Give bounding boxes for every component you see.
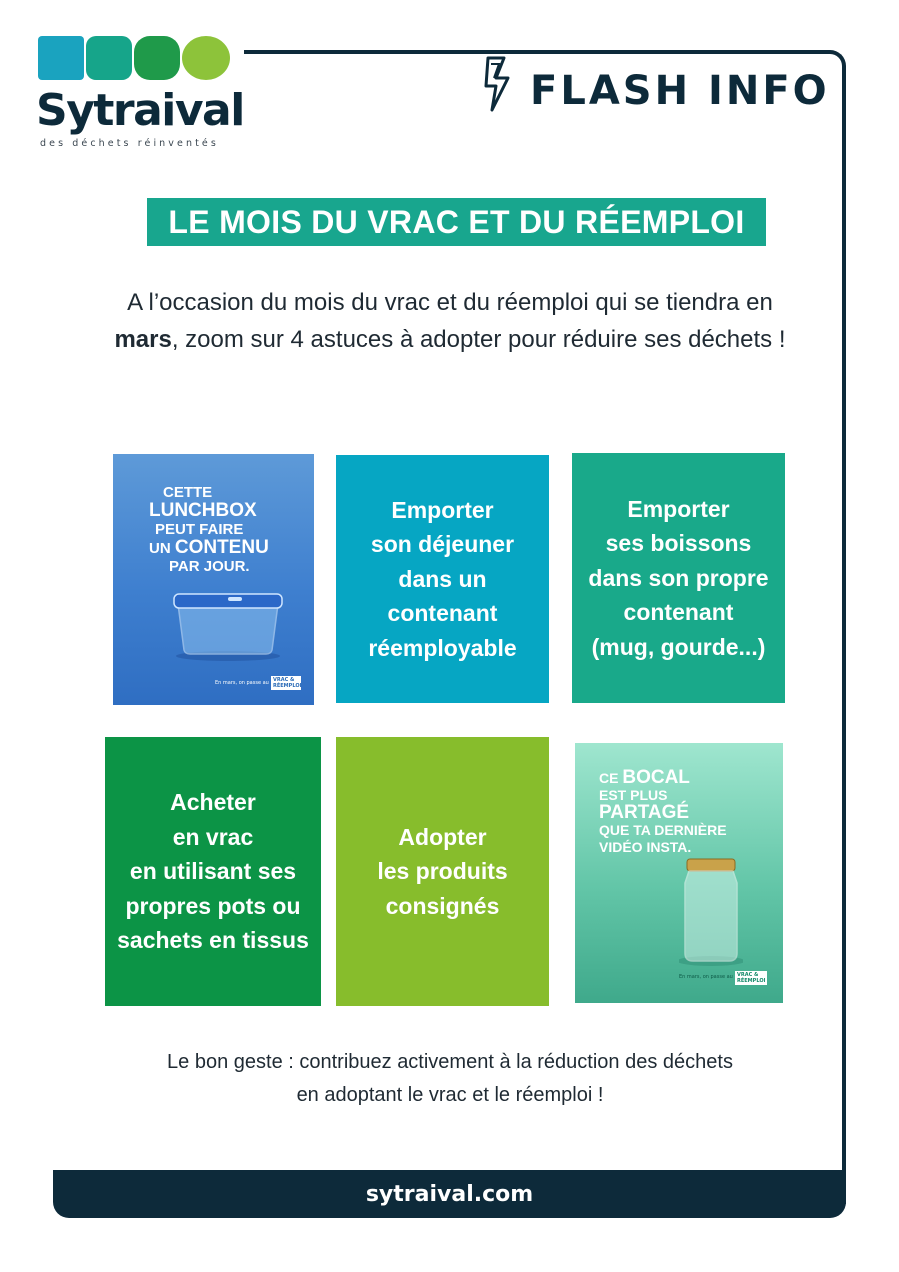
poster1-footnote: En mars, on passe au bbox=[215, 680, 269, 686]
poster1-line2: LUNCHBOX bbox=[149, 500, 257, 521]
footer-website-link[interactable]: sytraival.com bbox=[365, 1182, 534, 1207]
poster-bocal-text bbox=[599, 769, 769, 856]
footer-bar bbox=[53, 1170, 846, 1218]
tip-tile-lunch bbox=[336, 455, 549, 703]
poster1-line4: UN CONTENU bbox=[149, 537, 269, 558]
tip-tile-drinks-text: Emporter ses boissons dans son propre contenant (mug, gourde...) bbox=[588, 495, 769, 660]
tip-tile-deposit bbox=[336, 737, 549, 1006]
poster2-footnote: En mars, on passe au bbox=[679, 974, 733, 980]
flash-info-title: FLASH INFO bbox=[530, 68, 830, 114]
logo-square-3 bbox=[134, 36, 180, 80]
poster2-line3: PARTAGÉ bbox=[599, 802, 690, 823]
closing-line-1: Le bon geste : contribuez activement à la réduction des déchets bbox=[167, 1051, 733, 1073]
lightning-icon bbox=[482, 56, 516, 112]
poster1-line3: PEUT FAIRE bbox=[155, 521, 244, 538]
poster2-line1: CE BOCAL bbox=[599, 767, 690, 788]
intro-bold-month: mars bbox=[114, 326, 172, 353]
logo-tagline: des déchets réinventés bbox=[40, 138, 219, 149]
poster1-line5: PAR JOUR. bbox=[169, 558, 250, 575]
tip-tile-bulk-text: Acheter en vrac en utilisant ses propres pots ou sachets en tissus bbox=[117, 789, 309, 954]
intro-part-1: A l’occasion du mois du vrac et du réemploi qui se tiendra en bbox=[127, 289, 773, 316]
jar-illustration bbox=[679, 857, 743, 967]
intro-part-2: , zoom sur 4 astuces à adopter pour réduire ses déchets ! bbox=[171, 326, 786, 353]
logo-square-2 bbox=[86, 36, 132, 80]
tip-tile-drinks bbox=[572, 453, 785, 703]
logo-circle-4 bbox=[182, 36, 230, 80]
poster1-badge: VRAC & RÉEMPLOI bbox=[273, 677, 302, 689]
intro-paragraph bbox=[100, 284, 800, 358]
tip-tile-deposit-text: Adopter les produits consignés bbox=[377, 823, 508, 919]
month-banner: LE MOIS DU VRAC ET DU RÉEMPLOI bbox=[147, 198, 766, 246]
poster1-line1: CETTE bbox=[163, 484, 213, 501]
poster-lunchbox-text bbox=[149, 484, 299, 576]
tip-tile-bulk bbox=[105, 737, 321, 1006]
poster2-line2: EST PLUS bbox=[599, 787, 668, 803]
poster2-badge: VRAC & RÉEMPLOI bbox=[737, 972, 766, 984]
tip-tile-lunch-text: Emporter son déjeuner dans un contenant réemployable bbox=[368, 496, 517, 661]
logo-square-1 bbox=[38, 36, 84, 80]
logo-wordmark: Sytraival bbox=[36, 85, 244, 136]
closing-message bbox=[60, 1046, 840, 1112]
poster-bocal bbox=[575, 743, 783, 1003]
poster-lunchbox bbox=[113, 454, 314, 705]
poster2-line4: QUE TA DERNIÈRE bbox=[599, 822, 727, 838]
closing-line-2: en adoptant le vrac et le réemploi ! bbox=[296, 1084, 604, 1106]
lunchbox-illustration bbox=[168, 582, 288, 662]
poster2-line5: VIDÉO INSTA. bbox=[599, 839, 692, 855]
